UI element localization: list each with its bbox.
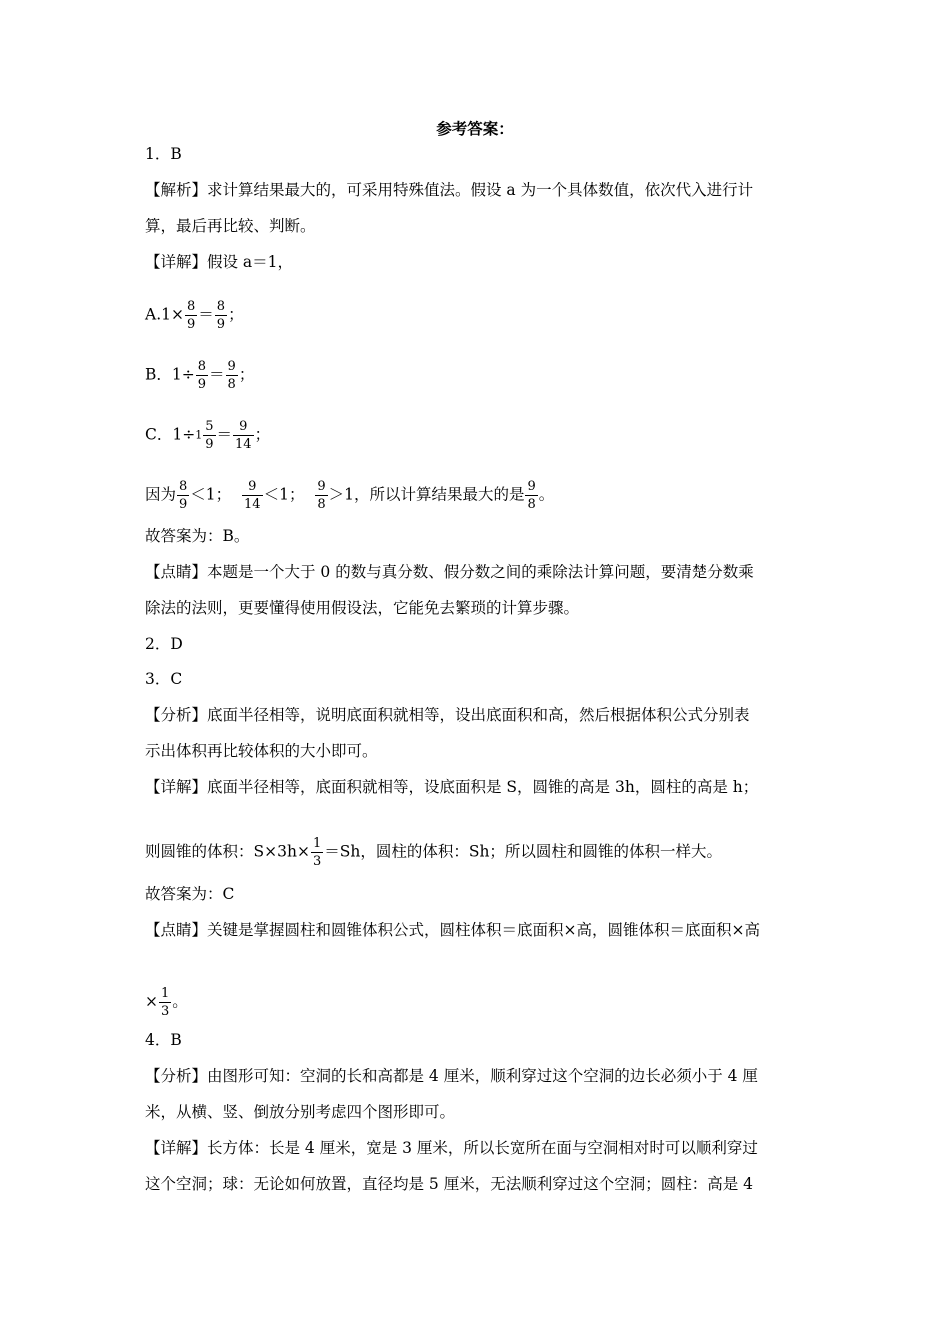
q1-a-prefix: A.1× — [145, 305, 184, 324]
semicolon: ； — [254, 425, 271, 444]
fraction: $\frac{9}{8}$ — [317, 479, 326, 512]
q3-cone-volume: 则圆锥的体积：S×3h× $\frac{1}{3}$ ＝Sh，圆柱的体积：Sh；所以圆柱和圆锥的体积一样大。 — [145, 836, 722, 869]
fraction: $\frac{9}{8}$ — [227, 359, 236, 392]
q1-option-a — [145, 298, 810, 333]
fraction: $\frac{9}{8}$ — [527, 479, 536, 512]
q3-answer: 3．C — [145, 670, 183, 688]
equals-sign: ＝ — [216, 425, 233, 444]
fraction: $\frac{8}{9}$ — [197, 359, 207, 392]
semicolon: ； — [238, 365, 255, 384]
q4-detail: 【详解】长方体：长是 4 厘米，宽是 3 厘米，所以长宽所在面与空洞相对时可以顺利穿过 — [145, 1139, 758, 1157]
q1-c-prefix: C．1÷ — [145, 425, 196, 444]
q3-detail: 【详解】底面半径相等，底面积就相等，设底面积是 S，圆锥的高是 3h，圆柱的高是 h； — [145, 778, 759, 796]
q3-analysis-cont: 示出体积再比较体积的大小即可。 — [145, 742, 378, 760]
q3-point-cont: × $\frac{1}{3}$ 。 — [145, 986, 188, 1019]
page-title: 参考答案： — [436, 119, 514, 138]
fraction: $\frac{8}{9}$ — [216, 299, 226, 332]
fraction: $\frac{1}{3}$ — [312, 836, 322, 869]
q1-answer: 1．B — [145, 145, 182, 163]
q3-point: 【点睛】关键是掌握圆柱和圆锥体积公式，圆柱体积＝底面积×高，圆锥体积＝底面积×高 — [145, 921, 760, 939]
fraction: $\frac{8}{9}$ — [179, 479, 188, 512]
q4-analysis: 【分析】由图形可知：空洞的长和高都是 4 厘米，顺利穿过这个空洞的边长必须小于 4 厘 — [145, 1067, 758, 1085]
q3-analysis: 【分析】底面半径相等，说明底面积就相等，设出底面积和高，然后根据体积公式分别表 — [145, 706, 750, 724]
q3-final-answer: 故答案为：C — [145, 885, 235, 903]
q1-option-c — [145, 418, 810, 453]
q1-analysis: 【解析】求计算结果最大的，可采用特殊值法。假设 a 为一个具体数值，依次代入进行计 — [145, 181, 754, 199]
equals-sign: ＝ — [198, 305, 214, 324]
mixed-number: 1 $\frac{5}{9}$ — [195, 419, 214, 452]
q1-point-cont: 除法的法则，更要懂得使用假设法，它能免去繁琐的计算步骤。 — [145, 599, 580, 617]
q1-point: 【点睛】本题是一个大于 0 的数与真分数、假分数之间的乘除法计算问题，要清楚分数乘 — [145, 563, 754, 581]
q1-analysis-cont: 算，最后再比较、判断。 — [145, 217, 316, 235]
q4-detail-cont: 这个空洞；球：无论如何放置，直径均是 5 厘米，无法顺利穿过这个空洞；圆柱：高是 4 — [145, 1175, 754, 1193]
q1-b-prefix: B．1÷ — [145, 365, 195, 384]
equals-sign: ＝ — [209, 365, 225, 384]
q1-option-b — [145, 358, 810, 393]
q2-answer: 2．D — [145, 635, 183, 653]
semicolon: ； — [228, 305, 244, 324]
q1-final-answer: 故答案为：B。 — [145, 527, 250, 545]
q1-comparison: 因为 $\frac{8}{9}$ ＜1； $\frac{9}{14}$ ＜1； $\frac{9}{8}$ ＞1，所以计算结果最大的是 $\frac{9}{8}$ 。 — [145, 479, 555, 512]
fraction: $\frac{8}{9}$ — [186, 299, 196, 332]
q1-detail: 【详解】假设 a＝1， — [145, 253, 294, 271]
q4-answer: 4．B — [145, 1031, 182, 1049]
q4-analysis-cont: 米，从横、竖、倒放分别考虑四个图形即可。 — [145, 1103, 456, 1121]
fraction: $\frac{1}{3}$ — [161, 986, 170, 1019]
fraction: $\frac{9}{14}$ — [244, 479, 261, 512]
fraction: $\frac{9}{14}$ — [235, 419, 252, 452]
